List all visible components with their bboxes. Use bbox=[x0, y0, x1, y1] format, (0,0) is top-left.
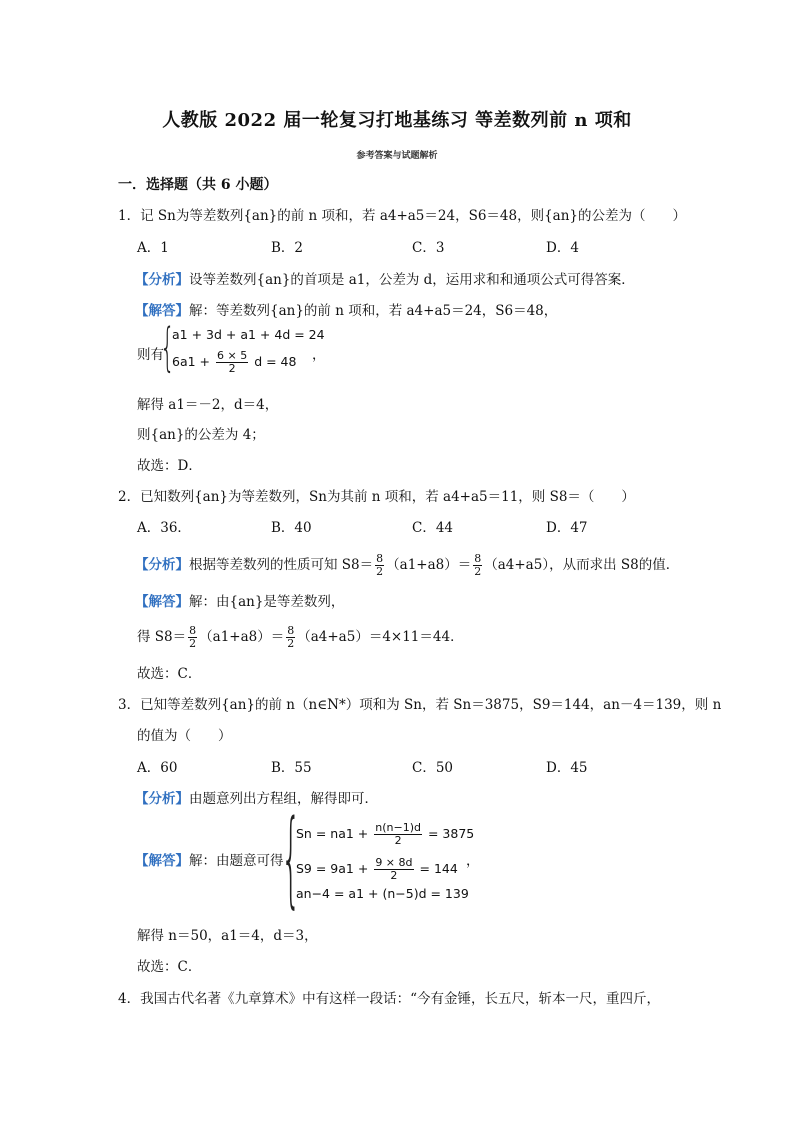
analysis-tag: 【分析】 bbox=[135, 791, 189, 807]
q1-answer bbox=[135, 302, 557, 320]
q4-stem: 4．我国古代名著《九章算术》中有这样一段话：“今有金锤，长五尺，斩本一尺，重四斤， bbox=[118, 991, 660, 1007]
fraction-denominator: 2 bbox=[474, 565, 482, 578]
fraction-numerator: 8 bbox=[376, 552, 384, 565]
brace-symbol: { bbox=[281, 797, 301, 919]
q1-choice: 故选：D． bbox=[137, 458, 202, 474]
q1-eq2-fraction bbox=[216, 350, 248, 375]
fraction-denominator: 2 bbox=[390, 869, 398, 882]
q3-eq2-right: = 144 bbox=[419, 861, 458, 876]
q2-derive-fraction-1 bbox=[188, 625, 197, 650]
q3-equation-1 bbox=[296, 818, 474, 850]
q1-equation-1: a1 + 3d + a1 + 4d = 24 bbox=[172, 327, 325, 342]
q1-option-c: C．3 bbox=[412, 240, 445, 256]
q3-eq1-right: = 3875 bbox=[427, 826, 475, 841]
q3-system-suffix: ， bbox=[466, 853, 480, 869]
q2-option-b: B．40 bbox=[271, 520, 312, 536]
q2-analysis-mid2: （a4+a5），从而求出 S8的值． bbox=[484, 557, 680, 573]
q3-choice: 故选：C． bbox=[137, 959, 202, 975]
q3-analysis-text: 由题意列出方程组，解得即可． bbox=[189, 791, 378, 807]
fraction-denominator: 2 bbox=[287, 637, 295, 650]
q2-derive-fraction-2 bbox=[286, 625, 295, 650]
analysis-tag: 【分析】 bbox=[135, 272, 189, 288]
fraction-numerator: n(n−1)d bbox=[375, 821, 421, 834]
q1-system-prefix: 则有 bbox=[137, 347, 164, 363]
q3-equation-2 bbox=[296, 853, 458, 885]
q2-answer bbox=[135, 593, 344, 611]
q3-eq1-fraction bbox=[374, 822, 422, 847]
q1-option-d: D．4 bbox=[546, 240, 579, 256]
q2-option-a: A．36． bbox=[137, 520, 191, 536]
fraction-denominator: 2 bbox=[228, 362, 236, 375]
answer-tag: 【解答】 bbox=[135, 853, 189, 869]
q2-choice: 故选：C． bbox=[137, 666, 202, 682]
q2-option-d: D．47 bbox=[546, 520, 588, 536]
q3-eq2-fraction bbox=[374, 857, 413, 882]
q1-analysis bbox=[135, 271, 635, 289]
q2-stem: 2．已知数列{an}为等差数列，Sn为其前 n 项和，若 a4+a5＝11，则 S8＝（ ） bbox=[118, 489, 635, 505]
q1-answer-text: 解：等差数列{an}的前 n 项和，若 a4+a5＝24，S6＝48， bbox=[189, 303, 558, 319]
fraction-numerator: 8 bbox=[189, 624, 197, 637]
q3-equation-3: an−4 = a1 + (n−5)d = 139 bbox=[296, 886, 469, 901]
q1-conclusion: 则{an}的公差为 4； bbox=[137, 427, 265, 443]
q3-eq2-left: S9 = 9a1 + bbox=[296, 861, 369, 876]
q3-option-b: B．55 bbox=[271, 760, 312, 776]
q3-option-a: A．60 bbox=[137, 760, 178, 776]
q3-answer bbox=[135, 852, 284, 870]
q1-analysis-text: 设等差数列{an}的首项是 a1，公差为 d，运用求和和通项公式可得答案． bbox=[189, 272, 635, 288]
q3-stem-line-1: 3．已知等差数列{an}的前 n（n∈N*）项和为 Sn，若 Sn＝3875，S9＝144，an－4＝139，则 n bbox=[118, 697, 722, 713]
q2-analysis bbox=[135, 548, 679, 582]
fraction-numerator: 9 × 8d bbox=[375, 856, 413, 869]
q1-eq2-left: 6a1 + bbox=[172, 354, 211, 369]
q3-solve: 解得 n＝50，a1＝4，d＝3， bbox=[137, 928, 318, 944]
q3-eq1-left: Sn = na1 + bbox=[296, 826, 369, 841]
page-subtitle: 参考答案与试题解析 bbox=[356, 151, 438, 161]
q1-eq2-right: d = 48 bbox=[254, 354, 297, 369]
analysis-tag: 【分析】 bbox=[135, 557, 189, 573]
q2-analysis-mid1: （a1+a8）＝ bbox=[386, 557, 472, 573]
q1-solve: 解得 a1＝－2，d＝4， bbox=[137, 397, 279, 413]
page-title: 人教版 2022 届一轮复习打地基练习 等差数列前 n 项和 bbox=[162, 110, 632, 131]
fraction-denominator: 2 bbox=[394, 834, 402, 847]
q2-option-c: C．44 bbox=[412, 520, 454, 536]
q1-option-b: B．2 bbox=[271, 240, 304, 256]
q2-derive-pre: 得 S8＝ bbox=[137, 629, 187, 645]
answer-tag: 【解答】 bbox=[135, 594, 189, 610]
q3-answer-text: 解：由题意可得 bbox=[189, 853, 284, 869]
q2-analysis-fraction-2 bbox=[473, 553, 482, 578]
q3-stem-line-2: 的值为（ ） bbox=[137, 728, 232, 744]
fraction-numerator: 6 × 5 bbox=[217, 349, 248, 362]
fraction-numerator: 8 bbox=[474, 552, 482, 565]
q2-analysis-pre: 根据等差数列的性质可知 S8＝ bbox=[189, 557, 374, 573]
q2-derive-mid2: （a4+a5）＝4×11＝44． bbox=[297, 629, 464, 645]
fraction-denominator: 2 bbox=[376, 565, 384, 578]
fraction-denominator: 2 bbox=[189, 637, 197, 650]
q2-analysis-fraction-1 bbox=[375, 553, 384, 578]
q3-option-d: D．45 bbox=[546, 760, 588, 776]
q1-equation-2 bbox=[172, 346, 296, 378]
q2-answer-text: 解：由{an}是等差数列， bbox=[189, 594, 345, 610]
q2-derive-mid1: （a1+a8）＝ bbox=[199, 629, 285, 645]
q1-option-a: A．1 bbox=[137, 240, 169, 256]
fraction-numerator: 8 bbox=[287, 624, 295, 637]
q1-system-suffix: ， bbox=[312, 347, 326, 363]
section-heading: 一．选择题（共 6 小题） bbox=[118, 177, 278, 193]
q3-option-c: C．50 bbox=[412, 760, 454, 776]
q1-stem: 1．记 Sn为等差数列{an}的前 n 项和，若 a4+a5＝24，S6＝48，则{an}的公差为（ ） bbox=[118, 208, 687, 224]
brace-symbol: { bbox=[160, 318, 175, 378]
q2-derivation bbox=[137, 620, 464, 654]
answer-tag: 【解答】 bbox=[135, 303, 189, 319]
q3-analysis bbox=[135, 790, 378, 808]
